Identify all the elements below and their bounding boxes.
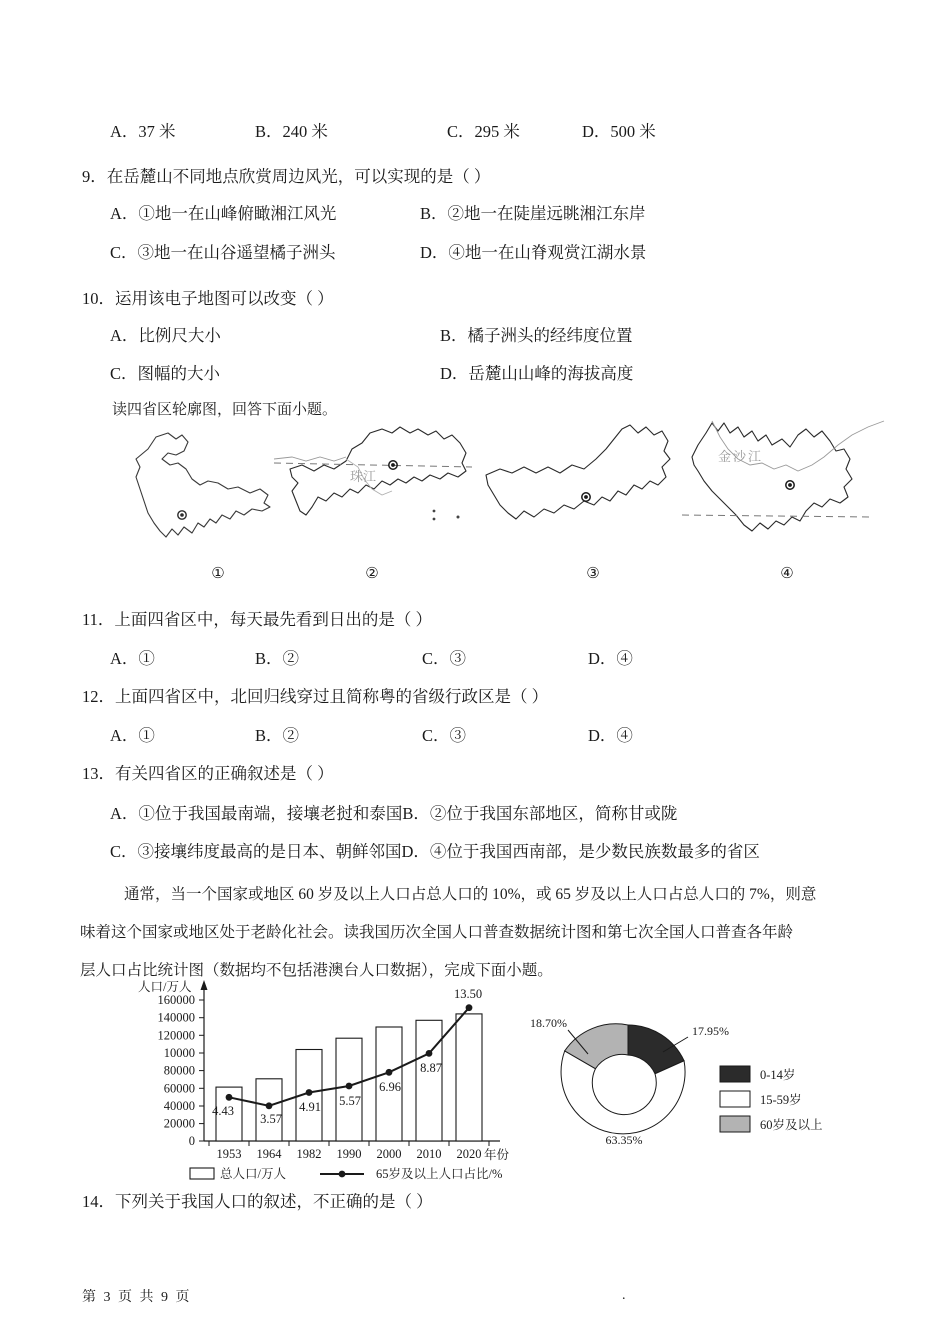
- legend-label-total-population: 总人口/万人: [220, 1167, 286, 1181]
- line-point-2000: [386, 1069, 393, 1076]
- question-10-stem: 10．运用该电子地图可以改变（ ）: [82, 289, 334, 308]
- province-map-1-label: ①: [211, 564, 225, 582]
- q11-option-a: A．①: [110, 649, 155, 668]
- q12-option-c: C．③: [422, 726, 467, 745]
- donut-label-60-plus: 18.70%: [530, 1016, 567, 1030]
- q8-option-a: A．37 米: [110, 122, 176, 141]
- q12-option-b: B．②: [255, 726, 300, 745]
- chart-x-axis-title: 年份: [484, 1148, 510, 1162]
- chart-ytick-160000: 160000: [157, 993, 195, 1007]
- aging-paragraph-line-2: 味着这个国家或地区处于老龄化社会。读我国历次全国人口普查数据统计图和第七次全国人口普查各年龄: [80, 924, 794, 941]
- line-label-2010: 8.87: [420, 1061, 442, 1075]
- q11-option-b: B．②: [255, 649, 300, 668]
- donut-legend-swatch-0-14: [720, 1066, 750, 1082]
- q12-option-d: D．④: [588, 726, 633, 745]
- chart-y-tick-labels: [158, 993, 196, 1148]
- river-label-2: 珠江: [350, 469, 377, 484]
- donut-legend-label-15-59: 15-59岁: [760, 1093, 802, 1107]
- q10-option-d: D．岳麓山山峰的海拔高度: [440, 364, 634, 383]
- legend-marker-elderly-share: [339, 1171, 346, 1178]
- chart-y-ticks: [199, 1000, 204, 1141]
- chart-x-ticks: [209, 1141, 489, 1146]
- line-label-1964: 3.57: [260, 1112, 282, 1126]
- donut-legend-swatch-15-59: [720, 1091, 750, 1107]
- legend-swatch-total-population: [190, 1168, 214, 1179]
- chart-xtick-1990: 1990: [336, 1147, 362, 1161]
- question-9-stem: 9．在岳麓山不同地点欣赏周边风光，可以实现的是（ ）: [82, 167, 491, 186]
- line-label-2000: 6.96: [379, 1080, 401, 1094]
- question-14-stem: 14．下列关于我国人口的叙述，不正确的是（ ）: [82, 1192, 433, 1211]
- chart-ytick-40000: 40000: [163, 1099, 195, 1113]
- capital-dot-4: [788, 483, 792, 487]
- question-12-stem: 12．上面四省区中，北回归线穿过且简称粤的省级行政区是（ ）: [82, 687, 549, 706]
- donut-label-0-14: 17.95%: [692, 1024, 729, 1038]
- donut-legend: [720, 1066, 823, 1132]
- chart-xtick-1964: 1964: [256, 1147, 282, 1161]
- question-11-stem: 11．上面四省区中，每天最先看到日出的是（ ）: [82, 610, 433, 629]
- aging-paragraph-line-1: 通常，当一个国家或地区 60 岁及以上人口占总人口的 10%，或 65 岁及以上人口占总人口的 7%，则意: [124, 886, 817, 903]
- line-label-1990: 5.57: [339, 1094, 361, 1108]
- q9-option-a: A．①地一在山峰俯瞰湘江风光: [110, 204, 337, 223]
- province-map-2-label: ②: [365, 564, 379, 582]
- population-census-chart-svg: [132, 978, 512, 1183]
- line-point-1990: [346, 1083, 353, 1090]
- page-footer-number: 第 3 页 共 9 页: [82, 1290, 192, 1305]
- donut-legend-swatch-60-plus: [720, 1116, 750, 1132]
- aging-paragraph-line-3: 层人口占比统计图（数据均不包括港澳台人口数据），完成下面小题。: [80, 962, 553, 979]
- chart-xtick-2020: 2020: [456, 1147, 482, 1161]
- chart-xtick-1982: 1982: [296, 1147, 322, 1161]
- q9-option-d: D．④地一在山脊观赏江湖水景: [420, 243, 647, 262]
- chart-bars: [216, 1014, 482, 1141]
- line-label-1982: 4.91: [299, 1100, 321, 1114]
- q9-option-c: C．③地一在山谷遥望橘子洲头: [110, 243, 336, 262]
- line-point-1964: [266, 1102, 273, 1109]
- chart-y-axis-arrow: [201, 980, 208, 990]
- chart-ytick-60000: 60000: [163, 1081, 195, 1096]
- chart-ytick-140000: 140000: [157, 1010, 195, 1025]
- maps-lead-text: 读四省区轮廓图，回答下面小题。: [112, 402, 338, 418]
- chart-xtick-2000: 2000: [376, 1147, 402, 1161]
- river-label-4: 金沙江: [718, 449, 764, 464]
- age-structure-donut-chart: [520, 992, 890, 1182]
- q11-option-c: C．③: [422, 649, 467, 668]
- river-line-upper-2: [274, 457, 346, 461]
- chart-legend: [190, 1166, 502, 1181]
- line-point-1953: [226, 1094, 233, 1101]
- province-map-2: [272, 415, 472, 590]
- q8-option-d: D．500 米: [582, 122, 656, 141]
- q9-option-b: B．②地一在陡崖远眺湘江东岸: [420, 204, 646, 223]
- q8-option-c: C．295 米: [447, 122, 520, 141]
- q13-options-cd: C．③接壤纬度最高的是日本、朝鲜邻国D．④位于我国西南部，是少数民族数最多的省区: [110, 842, 760, 861]
- line-point-2010: [426, 1050, 433, 1057]
- population-census-combo-chart: [132, 978, 512, 1183]
- four-province-outline-figure: [0, 415, 950, 590]
- q10-option-a: A．比例尺大小: [110, 326, 221, 345]
- province-outline-4-svg: [672, 415, 902, 565]
- donut-legend-label-60-plus: 60岁及以上: [760, 1118, 823, 1132]
- province-map-4-label: ④: [780, 564, 794, 582]
- province-map-4: [672, 415, 902, 590]
- q10-option-b: B．橘子洲头的经纬度位置: [440, 326, 633, 345]
- bar-1990: [336, 1038, 362, 1141]
- capital-dot-3: [584, 495, 588, 499]
- chart-ytick-80000: 80000: [163, 1063, 195, 1078]
- donut-legend-label-0-14: 0-14岁: [760, 1068, 796, 1082]
- island-dot-b-2: [433, 518, 436, 521]
- line-point-1982: [306, 1089, 313, 1096]
- province-outline-2-svg: [272, 415, 482, 565]
- capital-dot-1: [180, 513, 184, 517]
- line-point-2020: [466, 1004, 473, 1011]
- bar-1964: [256, 1079, 282, 1141]
- page-footer-dot: .: [622, 1288, 626, 1303]
- legend-label-elderly-share: 65岁及以上人口占比/%: [376, 1167, 503, 1181]
- line-label-2020: 13.50: [453, 987, 483, 1001]
- q12-option-a: A．①: [110, 726, 155, 745]
- chart-ytick-20000: 20000: [163, 1116, 195, 1131]
- q13-options-ab: A．①位于我国最南端，接壤老挝和泰国B．②位于我国东部地区，简称甘或陇: [110, 804, 678, 823]
- chart-y-axis-title: 人口/万人: [138, 980, 192, 994]
- bar-2020: [456, 1014, 482, 1141]
- donut-label-15-59: 63.35%: [605, 1133, 643, 1147]
- island-dot-c-2: [457, 516, 460, 519]
- question-13-stem: 13．有关四省区的正确叙述是（ ）: [82, 764, 334, 783]
- province-map-3-label: ③: [586, 564, 600, 582]
- q10-option-c: C．图幅的大小: [110, 364, 221, 383]
- bar-2010: [416, 1020, 442, 1141]
- q8-option-b: B．240 米: [255, 122, 328, 141]
- q11-option-d: D．④: [588, 649, 633, 668]
- chart-ytick-120000: 120000: [157, 1028, 195, 1043]
- capital-dot-2: [391, 463, 395, 467]
- chart-ytick-0: 0: [188, 1134, 195, 1148]
- chart-ytick-100000: 10000: [163, 1046, 195, 1060]
- chart-x-tick-labels: [217, 1147, 482, 1161]
- island-dot-a-2: [433, 510, 436, 513]
- chart-xtick-1953: 1953: [216, 1147, 242, 1161]
- age-structure-donut-svg: [520, 992, 890, 1182]
- chart-xtick-2010: 2010: [416, 1147, 442, 1161]
- line-label-1953: 4.43: [212, 1104, 234, 1118]
